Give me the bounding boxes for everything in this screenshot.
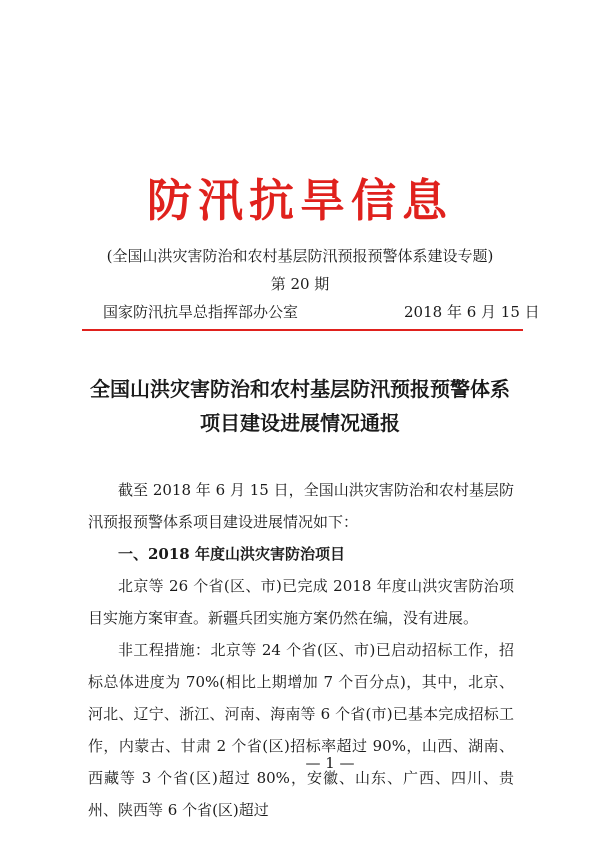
page-number: — 1 — <box>305 754 355 772</box>
issue-date: 2018 年 6 月 15 日 <box>404 303 540 321</box>
masthead-title: 防汛抗旱信息 <box>146 174 453 227</box>
article-title <box>70 372 530 440</box>
article-body <box>88 474 514 826</box>
article-title-line: 项目建设进展情况通报 <box>200 411 400 435</box>
body-paragraph: 北京等 26 个省(区、市)已完成 2018 年度山洪灾害防治项目实施方案审查。新疆兵团实施方案仍然在编，没有进展。 <box>88 577 514 627</box>
issuing-office: 国家防汛抗旱总指挥部办公室 <box>103 303 299 321</box>
body-paragraph: 非工程措施：北京等 24 个省(区、市)已启动招标工作，招标总体进度为 70%(相比上期增加 7 个百分点)，其中，北京、河北、辽宁、浙江、河南、海南等 6 个省(市)已基本完成招标工作，内蒙古、甘肃 2 个省(区)招标率超过 90%，山西、湖南、西藏等 3 个省(区)超过 80%，安徽、山东、广西、四川、贵州、陕西等 6 个省(区)超过 <box>88 641 514 819</box>
article-title-line: 全国山洪灾害防治和农村基层防汛预报预警体系 <box>90 377 510 401</box>
header-divider <box>82 329 523 331</box>
section-heading: 一、2018 年度山洪灾害防治项目 <box>118 545 345 563</box>
issue-number: 第 20 期 <box>270 275 330 293</box>
masthead-subtitle: (全国山洪灾害防治和农村基层防汛预报预警体系建设专题) <box>106 247 494 265</box>
body-paragraph: 截至 2018 年 6 月 15 日，全国山洪灾害防治和农村基层防汛预报预警体系项目建设进展情况如下： <box>88 481 514 531</box>
